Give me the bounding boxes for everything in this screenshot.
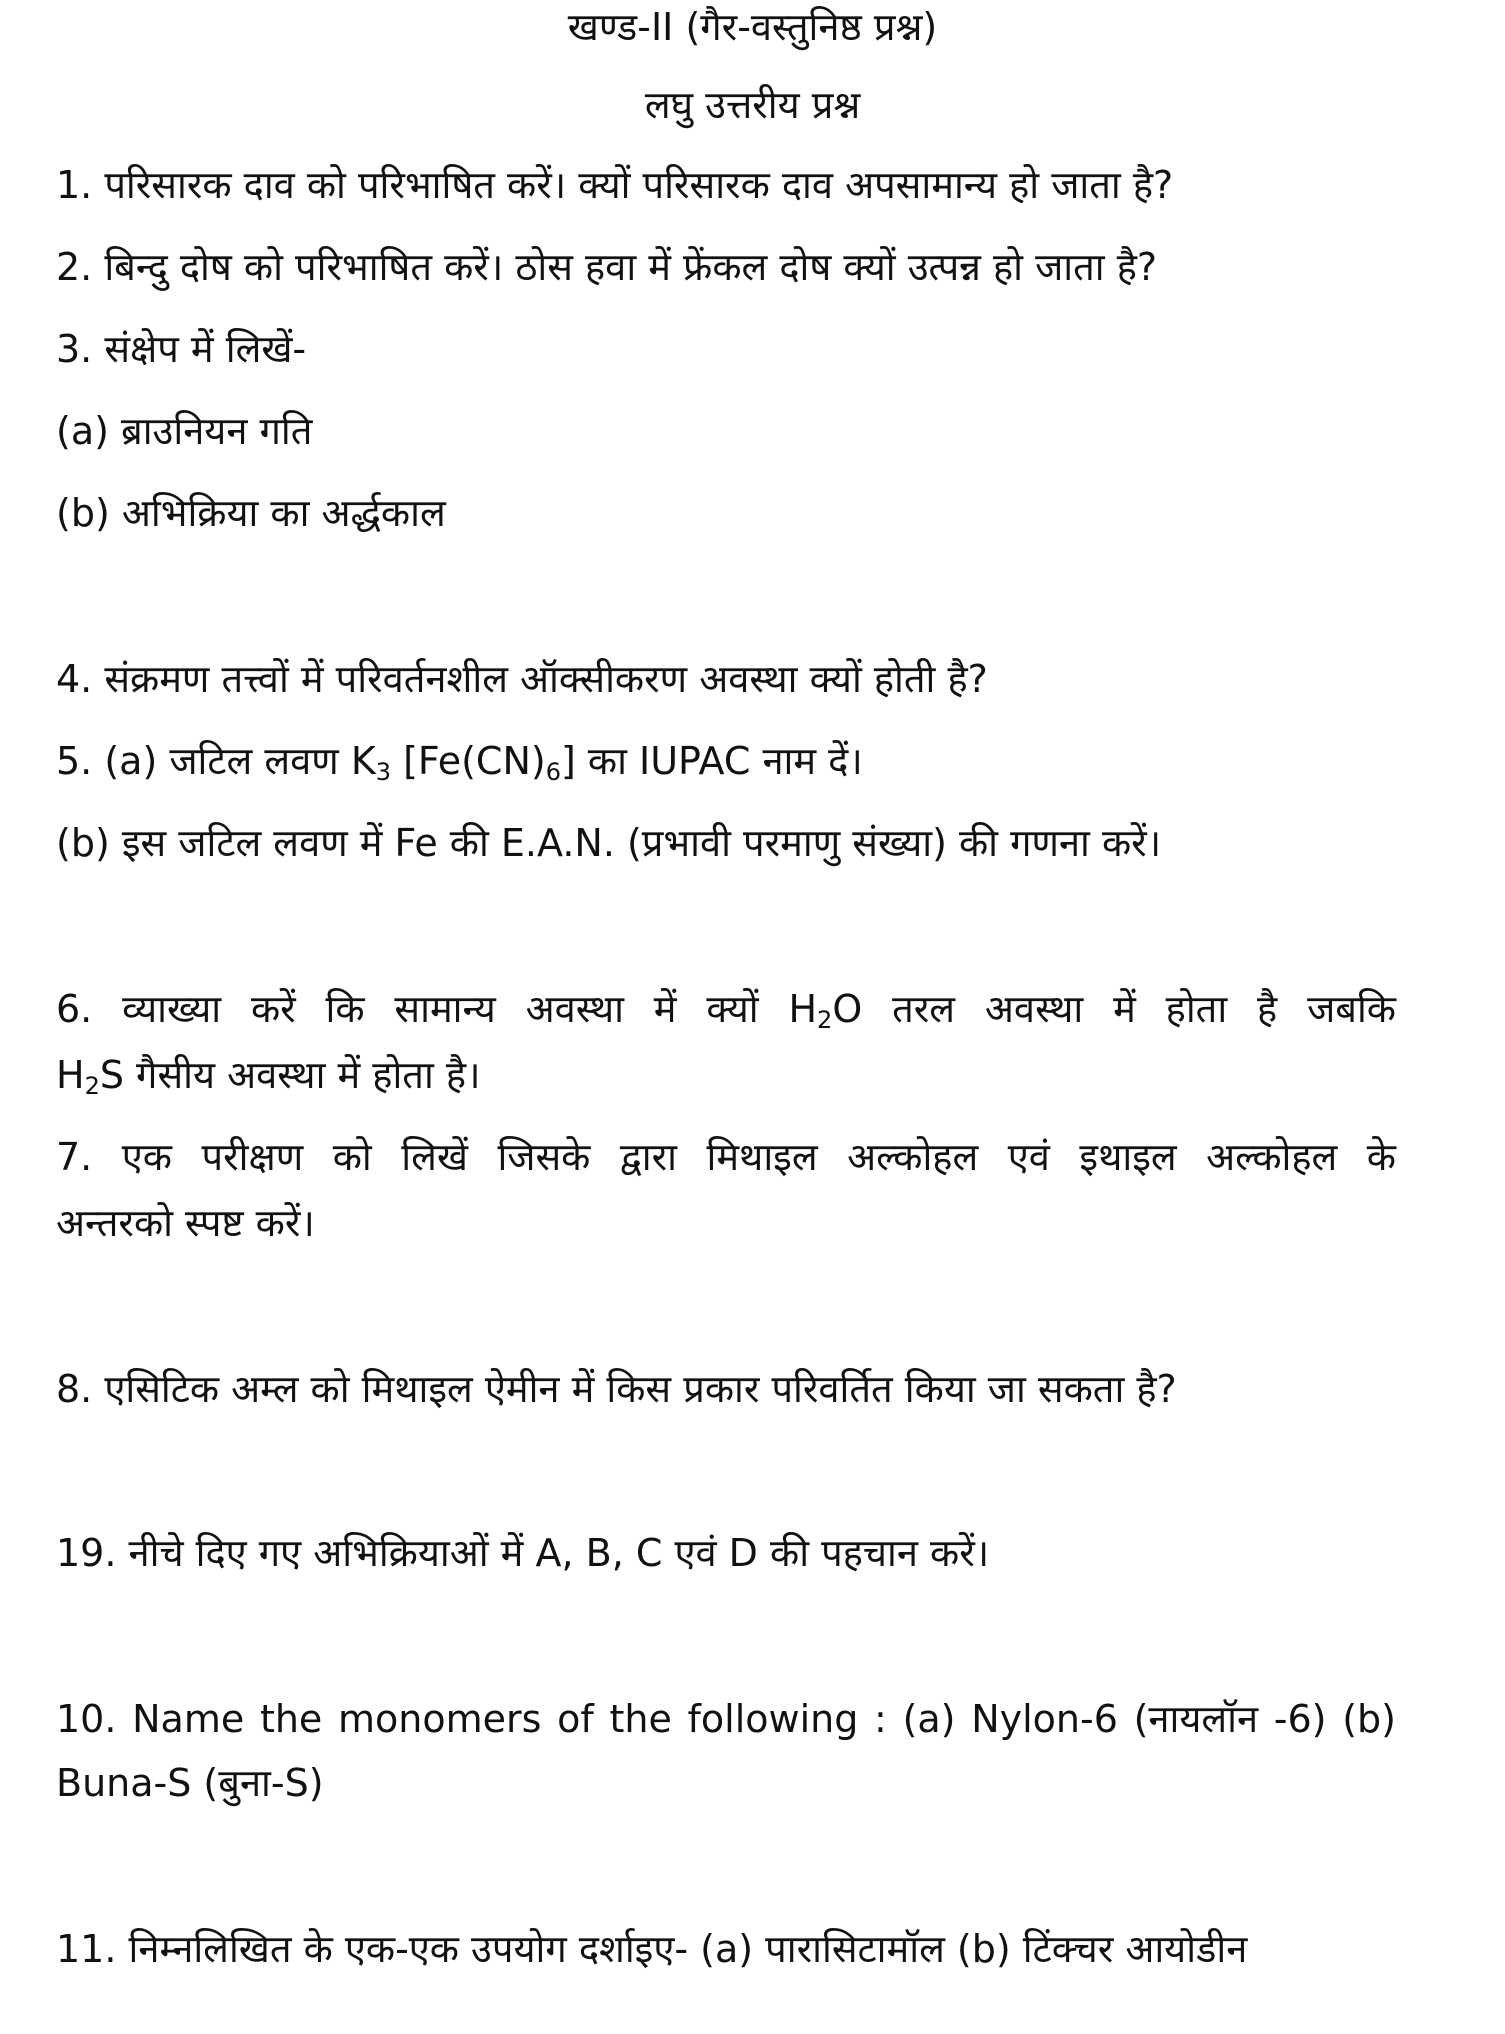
- question-6-line-2: [56, 1053, 481, 1100]
- section-subtitle: लघु उत्तरीय प्रश्न: [644, 83, 861, 127]
- question-10-line-2: Buna-S (बुना-S): [56, 1761, 324, 1805]
- q5a-text-before: 5. (a) जटिल लवण K: [56, 739, 376, 783]
- question-5a: [56, 739, 863, 786]
- q6-text-after: O तरल अवस्था में होता है जबकि: [832, 987, 1396, 1031]
- question-3: 3. संक्षेप में लिखें-: [56, 327, 307, 371]
- question-6-line-1: [56, 987, 1396, 1034]
- q6-subscript-2: 2: [84, 1072, 100, 1100]
- question-8: 8. एसिटिक अम्ल को मिथाइल ऐमीन में किस प्रकार परिवर्तित किया जा सकता है?: [56, 1367, 1177, 1411]
- q6-text-before: 6. व्याख्या करें कि सामान्य अवस्था में क्यों H: [56, 987, 818, 1031]
- question-11: 11. निम्नलिखित के एक-एक उपयोग दर्शाइए- (a) पारासिटामॉल (b) टिंक्चर आयोडीन: [56, 1927, 1248, 1971]
- question-10-line-1: 10. Name the monomers of the following : (a) Nylon-6 (नायलॉन -6) (b): [56, 1697, 1396, 1741]
- question-7-line-2: अन्तरको स्पष्ट करें।: [56, 1201, 315, 1245]
- q6-line2-before: H: [56, 1053, 85, 1097]
- q5a-subscript-2: 6: [545, 758, 561, 786]
- q6-subscript-1: 2: [817, 1006, 833, 1034]
- section-heading: खण्ड-II (गैर-वस्तुनिष्ठ प्रश्न): [567, 5, 938, 49]
- q6-line2-after: S गैसीय अवस्था में होता है।: [99, 1053, 481, 1097]
- q5a-text-mid: [Fe(CN): [391, 739, 546, 783]
- question-1: 1. परिसारक दाव को परिभाषित करें। क्यों परिसारक दाव अपसामान्य हो जाता है?: [56, 163, 1174, 207]
- question-3b: (b) अभिक्रिया का अर्द्धकाल: [56, 491, 446, 535]
- question-3a: (a) ब्राउनियन गति: [56, 409, 313, 453]
- question-5b: (b) इस जटिल लवण में Fe की E.A.N. (प्रभावी परमाणु संख्या) की गणना करें।: [56, 821, 1162, 865]
- question-2: 2. बिन्दु दोष को परिभाषित करें। ठोस हवा में फ्रेंकल दोष क्यों उत्पन्न हो जाता है?: [56, 245, 1158, 289]
- q5a-text-after: ] का IUPAC नाम दें।: [560, 739, 863, 783]
- question-7-line-1: 7. एक परीक्षण को लिखें जिसके द्वारा मिथाइल अल्कोहल एवं इथाइल अल्कोहल के: [56, 1135, 1396, 1179]
- question-4: 4. संक्रमण तत्त्वों में परिवर्तनशील ऑक्सीकरण अवस्था क्यों होती है?: [56, 657, 988, 701]
- q5a-subscript-1: 3: [375, 758, 392, 786]
- question-9: 19. नीचे दिए गए अभिक्रियाओं में A, B, C एवं D की पहचान करें।: [56, 1531, 990, 1575]
